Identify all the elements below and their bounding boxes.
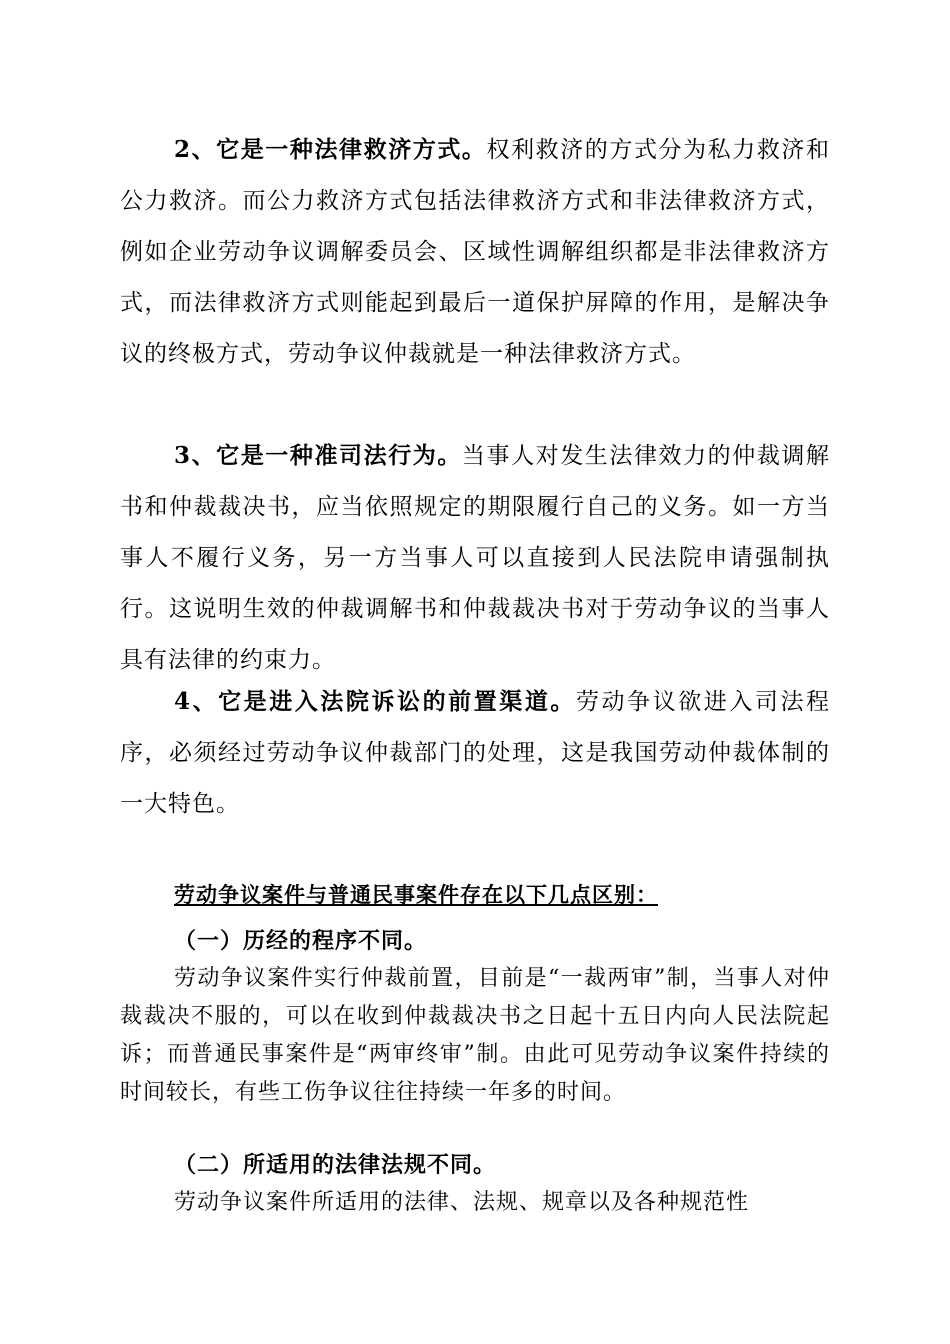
subheading-2: （二）所适用的法律法规不同。 (174, 1152, 497, 1178)
paragraph-4-text: 劳动争议欲进入司法程序，必须经过劳动争议仲裁部门的处理，这是我国劳动仲裁体制的一大特色。 (120, 689, 831, 817)
subsection-2-text: 劳动争议案件所适用的法律、法规、规章以及各种规范性 (174, 1190, 750, 1215)
paragraph-2-text: 权利救济的方式分为私力救济和公力救济。而公力救济方式包括法律救济方式和非法律救济方式，例如企业劳动争议调解委员会、区域性调解组织都是非法律救济方式，而法律救济方式则能起到最后一道保护屏障的作用，是解决争议的终极方式，劳动争议仲裁就是一种法律救济方式。 (120, 137, 830, 367)
paragraph-3-lead: 3、它是一种准司法行为。 (174, 442, 462, 469)
subsection-1-text: 劳动争议案件实行仲裁前置，目前是“一裁两审”制，当事人对仲裁裁决不服的，可以在收到仲裁裁决书之日起十五日内向人民法院起诉；而普通民事案件是“两审终审”制。由此可见劳动争议案件持续的时间较长，有些工伤争议往往持续一年多的时间。 (120, 966, 830, 1105)
subheading-1: （一）历经的程序不同。 (174, 928, 428, 954)
paragraph-4 (120, 676, 830, 830)
paragraph-3 (120, 430, 830, 686)
section-heading: 劳动争议案件与普通民事案件存在以下几点区别： (174, 882, 658, 907)
paragraph-3-text: 当事人对发生法律效力的仲裁调解书和仲裁裁决书，应当依照规定的期限履行自己的义务。如一方当事人不履行义务，另一方当事人可以直接到人民法院申请强制执行。这说明生效的仲裁调解书和仲裁裁决书对于劳动争议的当事人具有法律的约束力。 (120, 443, 830, 673)
paragraph-2-lead: 2、它是一种法律救济方式。 (174, 136, 487, 163)
paragraph-2 (120, 124, 830, 380)
paragraph-4-lead: 4、它是进入法院诉讼的前置渠道。 (174, 688, 576, 715)
